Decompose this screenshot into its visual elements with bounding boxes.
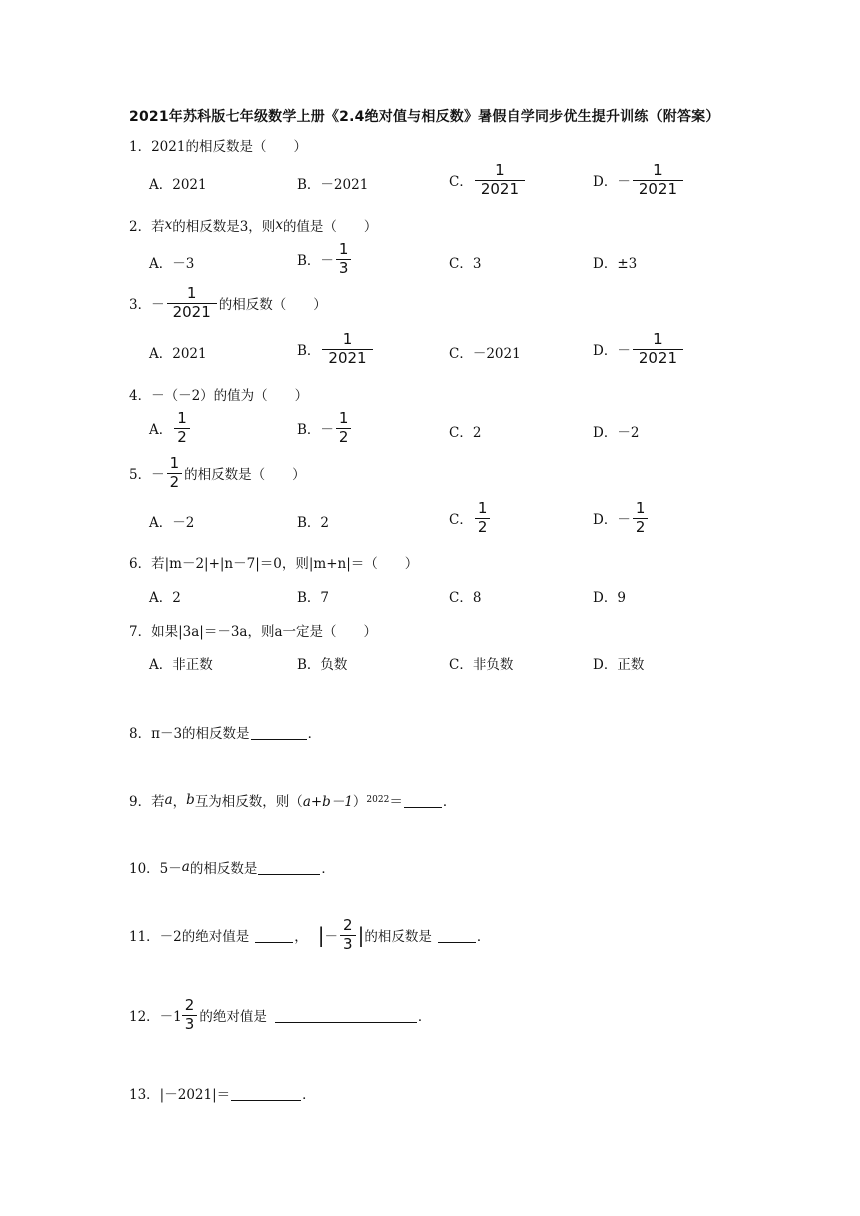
q1-option-c-label: C． [449,174,473,191]
q1-option-d [593,163,685,198]
fraction-2-over-3: $\frac{2}{3}$ [182,998,198,1033]
question-7: 7．如果|3a|＝－3a，则a一定是（ ） [129,624,378,640]
question-3: 3．－ $\frac{1}{2021}$ 的相反数（ ） [129,284,327,321]
fraction-1-over-2021: $\frac{1}{2021}$ [633,163,683,198]
q1-option-b: B．－2021 [297,177,369,193]
question-1-stem: 1．2021的相反数是（ ） [129,139,307,155]
q2-option-d: D．±3 [593,256,638,272]
fraction-1-over-2: $\frac{1}{2}$ [475,501,491,536]
q7-option-b: B．负数 [297,657,348,673]
q5-option-b: B．2 [297,515,330,531]
q4-option-d: D．－2 [593,425,640,441]
fraction-1-over-3: $\frac{1}{3}$ [336,242,352,277]
question-11: 11．－2的绝对值是 ， | － $\frac{2}{3}$ | 的相反数是 ． [129,916,491,953]
answer-blank[interactable] [275,1008,417,1023]
question-13: 13．|－2021|＝ ． [129,1087,316,1103]
fraction-2-over-3: $\frac{2}{3}$ [340,918,356,953]
answer-blank[interactable] [251,725,307,740]
q3-option-a: A．2021 [149,346,207,362]
question-2: 2．若 x 的相反数是3，则 x 的值是（ ） [129,217,378,235]
exponent: 2022 [366,795,390,805]
question-1 [129,135,307,155]
fraction-1-over-2021: $\frac{1}{2021}$ [633,332,683,367]
q2-option-a: A．－3 [149,256,195,272]
q2-option-c: C．3 [449,256,482,272]
answer-blank[interactable] [404,793,442,808]
question-4: 4．－（－2）的值为（ ） [129,388,309,404]
q5-option-a: A．－2 [149,515,195,531]
q6-option-d: D．9 [593,590,626,606]
q5-option-c: C． $\frac{1}{2}$ [449,501,492,536]
q4-option-c: C．2 [449,425,482,441]
answer-blank[interactable] [258,860,320,875]
q1-option-c [449,163,527,198]
q4-option-a: A． $\frac{1}{2}$ [149,411,192,446]
q7-option-c: C．非负数 [449,657,514,673]
answer-blank[interactable] [255,928,293,943]
question-10: 10．5－ a 的相反数是 ． [129,859,335,877]
answer-blank[interactable] [231,1086,301,1101]
q3-option-c: C．－2021 [449,346,521,362]
fraction-1-over-2: $\frac{1}{2}$ [336,411,352,446]
fraction-1-over-2: $\frac{1}{2}$ [167,456,183,491]
q3-option-d: D．－ $\frac{1}{2021}$ [593,332,685,367]
q6-option-c: C．8 [449,590,482,606]
answer-blank[interactable] [438,928,476,943]
q1-option-a: A．2021 [149,177,207,193]
q6-option-b: B．7 [297,590,330,606]
q5-option-d: D．－ $\frac{1}{2}$ [593,501,650,536]
question-12: 12．－1 $\frac{2}{3}$ 的绝对值是 ． [129,996,432,1033]
q7-option-d: D．正数 [593,657,645,673]
question-5: 5．－ $\frac{1}{2}$ 的相反数是（ ） [129,454,306,491]
question-9: 9．若 a ， b 互为相反数，则（ a+b－1 ） 2022 ＝ ． [129,792,457,810]
fraction-1-over-2: $\frac{1}{2}$ [174,411,190,446]
q1-option-d-label: D．－ [593,174,631,191]
fraction-1-over-2021: $\frac{1}{2021}$ [167,286,217,321]
question-6: 6．若|m－2|+|n－7|＝0，则|m+n|＝（ ） [129,556,419,572]
q2-option-b: B．－ $\frac{1}{3}$ [297,242,353,277]
fraction-1-over-2021: $\frac{1}{2021}$ [322,332,372,367]
q6-option-a: A．2 [149,590,181,606]
question-8: 8．π－3的相反数是 ． [129,726,322,742]
fraction-1-over-2: $\frac{1}{2}$ [633,501,649,536]
q3-option-b: B． $\frac{1}{2021}$ [297,332,375,367]
q7-option-a: A．非正数 [149,657,213,673]
q4-option-b: B．－ $\frac{1}{2}$ [297,411,353,446]
fraction-1-over-2021: $\frac{1}{2021}$ [475,163,525,198]
document-title: 2021年苏科版七年级数学上册《2.4绝对值与相反数》暑假自学同步优生提升训练（附答案） [129,109,720,125]
